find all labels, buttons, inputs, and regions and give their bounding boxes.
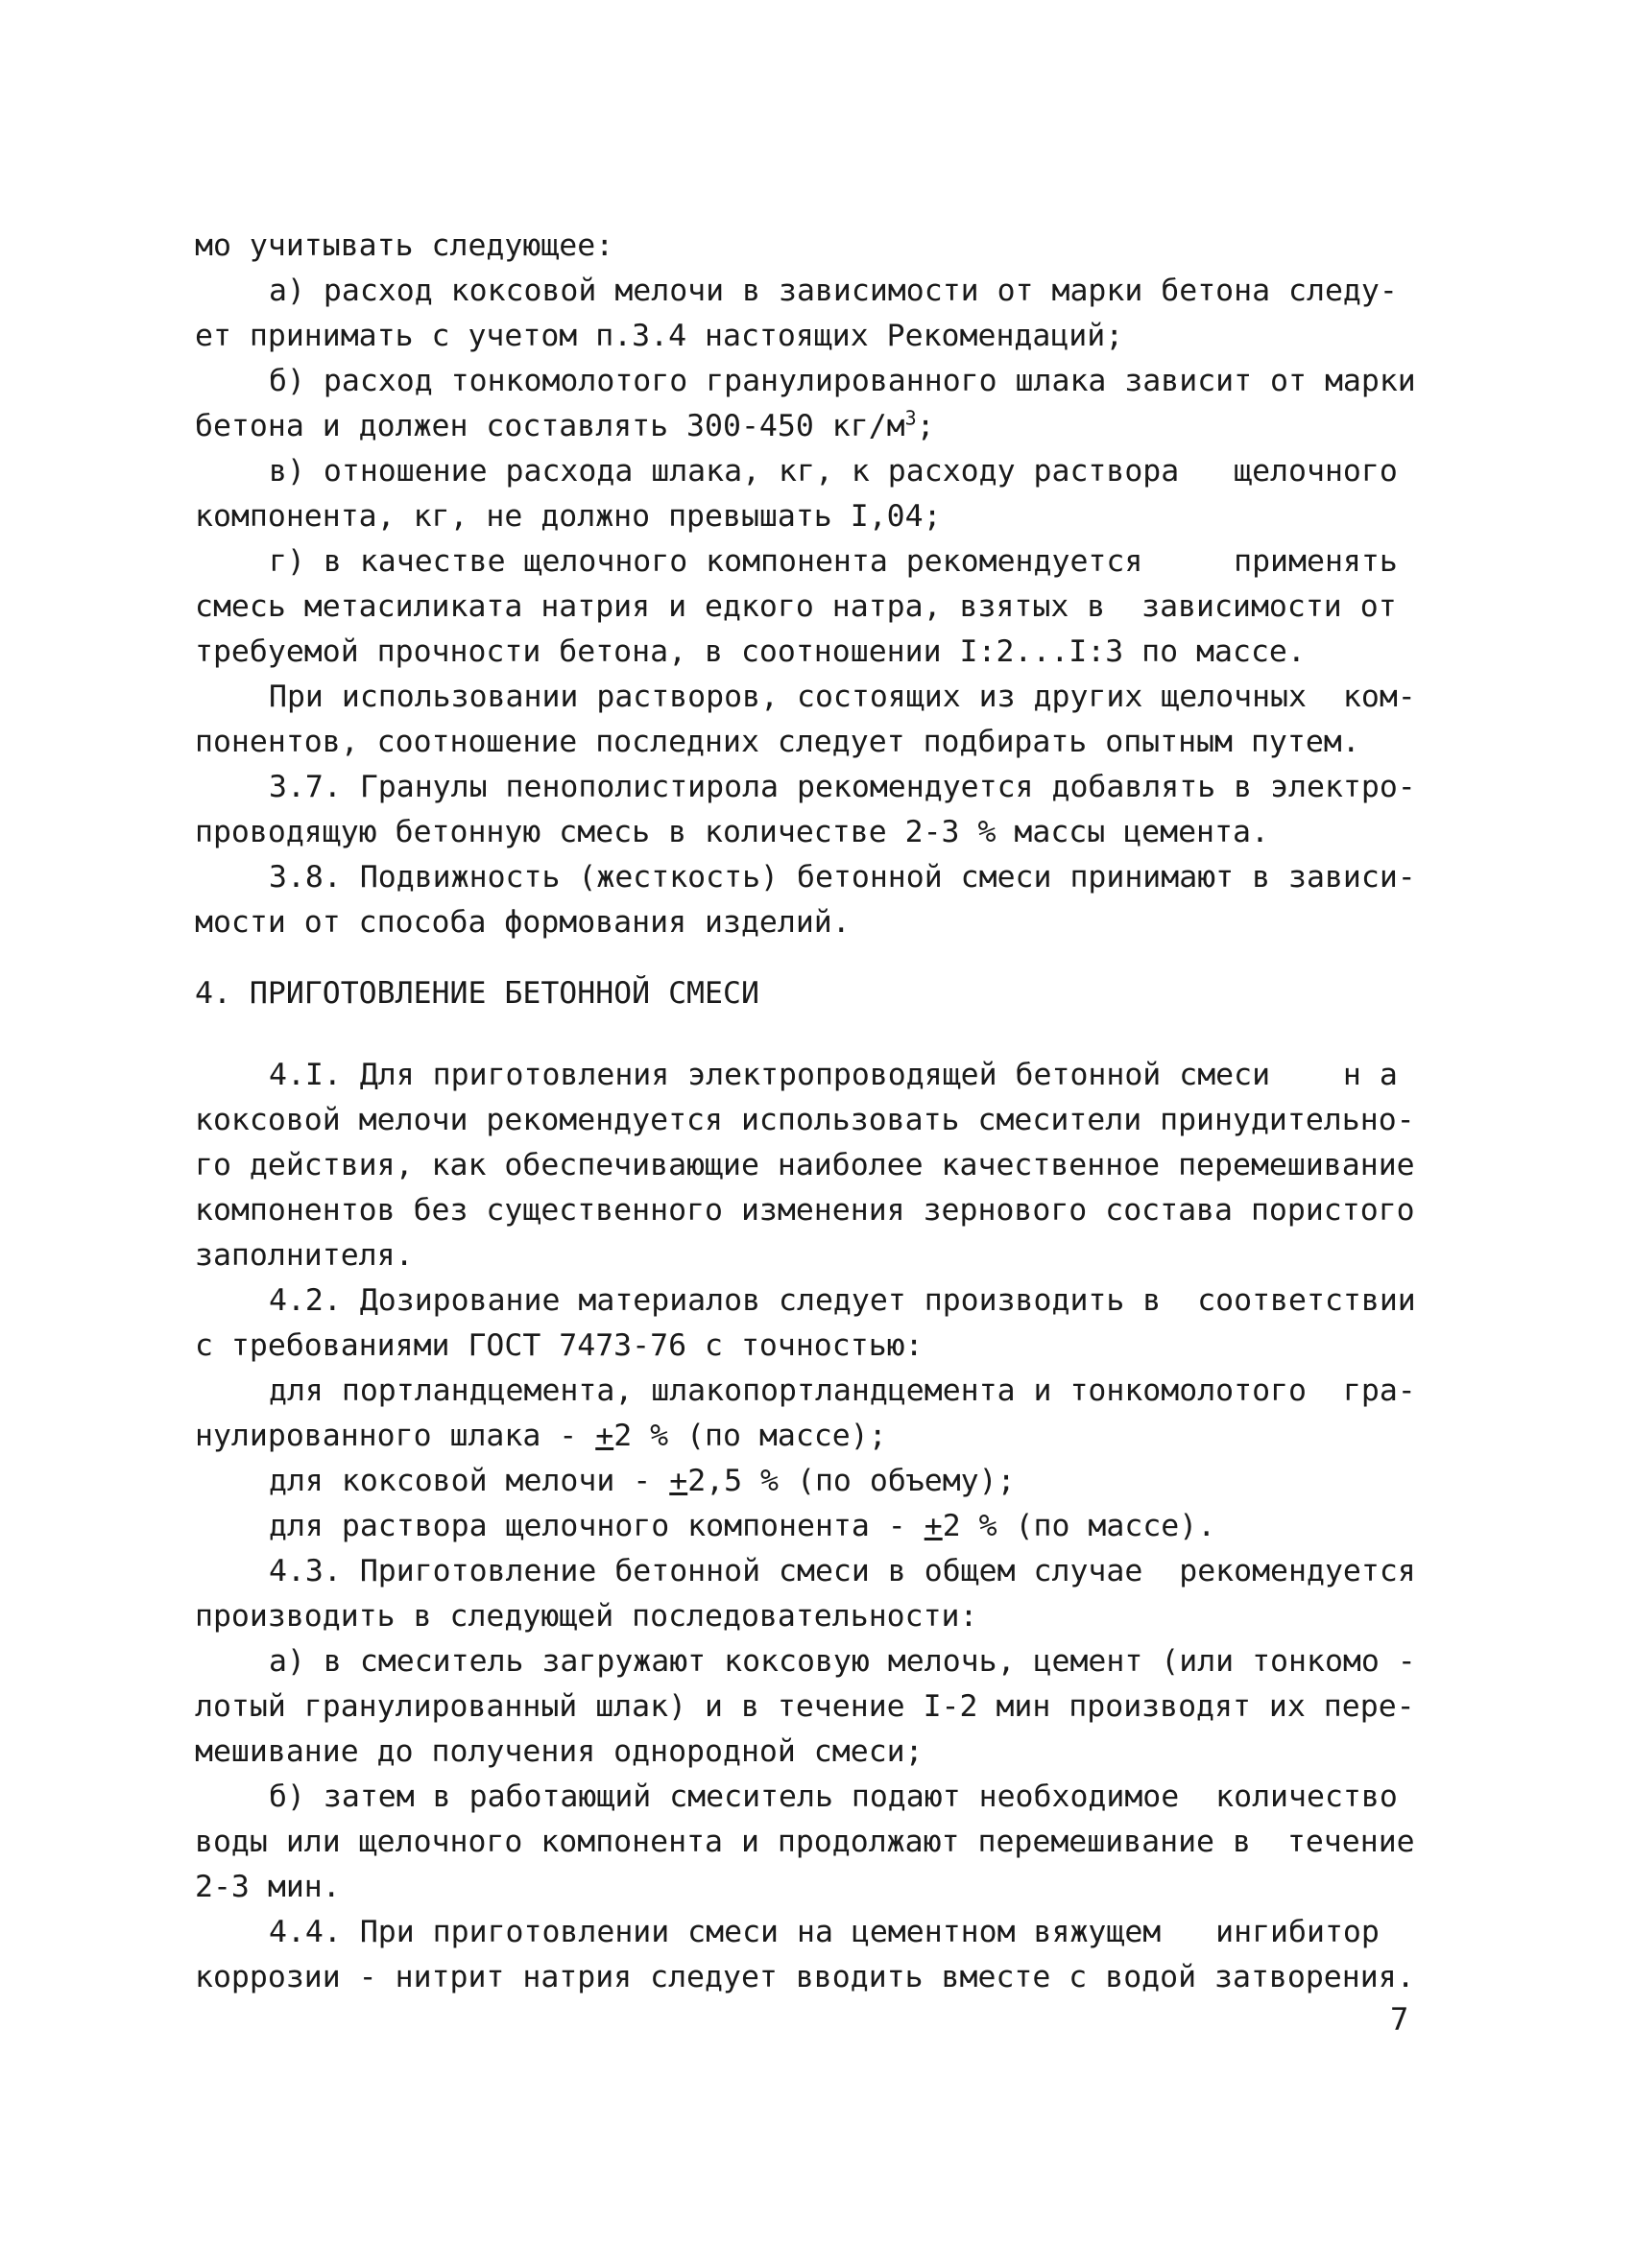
list-item-b: б) расход тонкомолотого гранулированного шлака зависит от марки — [269, 364, 1416, 398]
text-line: коррозии - нитрит натрия следует вводить вместе с водой затворения. — [195, 1960, 1415, 1994]
text-line: понентов, соотношение последних следует подбирать опытным путем. — [195, 725, 1360, 759]
text-line: воды или щелочного компонента и продолжают перемешивание в течение — [195, 1825, 1415, 1859]
section-heading: 4. ПРИГОТОВЛЕНИЕ БЕТОННОЙ СМЕСИ — [195, 976, 759, 1011]
paragraph-line: для раствора щелочного компонента - +2 % (по массе). — [269, 1509, 1216, 1543]
paragraph-line: При использовании растворов, состоящих из других щелочных ком- — [269, 680, 1416, 714]
text-line: требуемой прочности бетона, в соотношении I:2...I:3 по массе. — [195, 634, 1306, 669]
clause-3-7: 3.7. Гранулы пенополистирола рекомендуется добавлять в электро- — [269, 770, 1416, 804]
list-item-c: в) отношение расхода шлака, кг, к расходу раствора щелочного — [269, 454, 1398, 489]
text-line: мешивание до получения однородной смеси; — [195, 1734, 924, 1769]
text-line: производить в следующей последовательности: — [195, 1599, 978, 1634]
text-line: го действия, как обеспечивающие наиболее качественное перемешивание — [195, 1148, 1415, 1182]
clause-4-3: 4.3. Приготовление бетонной смеси в общем случае рекомендуется — [269, 1554, 1416, 1588]
clause-3-8: 3.8. Подвижность (жесткость) бетонной смеси принимают в зависи- — [269, 860, 1416, 895]
text-line: заполнителя. — [195, 1238, 414, 1273]
text-line: проводящую бетонную смесь в количестве 2-3 % массы цемента. — [195, 815, 1269, 849]
text-line: мо учитывать следующее: — [195, 228, 614, 263]
text-line: смесь метасиликата натрия и едкого натра, взятых в зависимости от — [195, 589, 1397, 624]
clause-4-2: 4.2. Дозирование материалов следует производить в соответствии — [269, 1283, 1416, 1318]
list-item-a: а) в смеситель загружают коксовую мелочь, цемент (или тонкомо - — [269, 1644, 1416, 1679]
clause-4-1: 4.I. Для приготовления электропроводящей бетонной смеси н а — [269, 1058, 1398, 1092]
text-line: нулированного шлака - +2 % (по массе); — [195, 1419, 887, 1453]
text-line: компонентов без существенного изменения зернового состава пористого — [195, 1193, 1415, 1228]
list-item-b: б) затем в работающий смеситель подают необходимое количество — [269, 1779, 1398, 1814]
superscript: 3 — [904, 406, 917, 430]
text-line: компонента, кг, не должно превышать I,04; — [195, 499, 942, 534]
paragraph-line: для портландцемента, шлакопортландцемента и тонкомолотого гра- — [269, 1373, 1416, 1408]
text-line: 2-3 мин. — [195, 1870, 341, 1904]
list-item-a: а) расход коксовой мелочи в зависимости от марки бетона следу- — [269, 274, 1398, 308]
text-line: лотый гранулированный шлак) и в течение I-2 мин производят их пере- — [195, 1689, 1415, 1724]
text-line: с требованиями ГОСТ 7473-76 с точностью: — [195, 1328, 924, 1363]
page-number: 7 — [1390, 2001, 1409, 2038]
text-line: коксовой мелочи рекомендуется использовать смесители принудительно- — [195, 1103, 1415, 1137]
text-line: бетона и должен составлять 300-450 $кг/м^3$; — [195, 406, 935, 443]
text-line: ет принимать с учетом п.3.4 настоящих Рекомендаций; — [195, 319, 1124, 353]
paragraph-line: для коксовой мелочи - +2,5 % (по объему); — [269, 1464, 1016, 1498]
text-line: мости от способа формования изделий. — [195, 905, 851, 940]
clause-4-4: 4.4. При приготовлении смеси на цементном вяжущем ингибитор — [269, 1915, 1380, 1949]
list-item-d: г) в качестве щелочного компонента рекомендуется применять — [269, 544, 1398, 579]
